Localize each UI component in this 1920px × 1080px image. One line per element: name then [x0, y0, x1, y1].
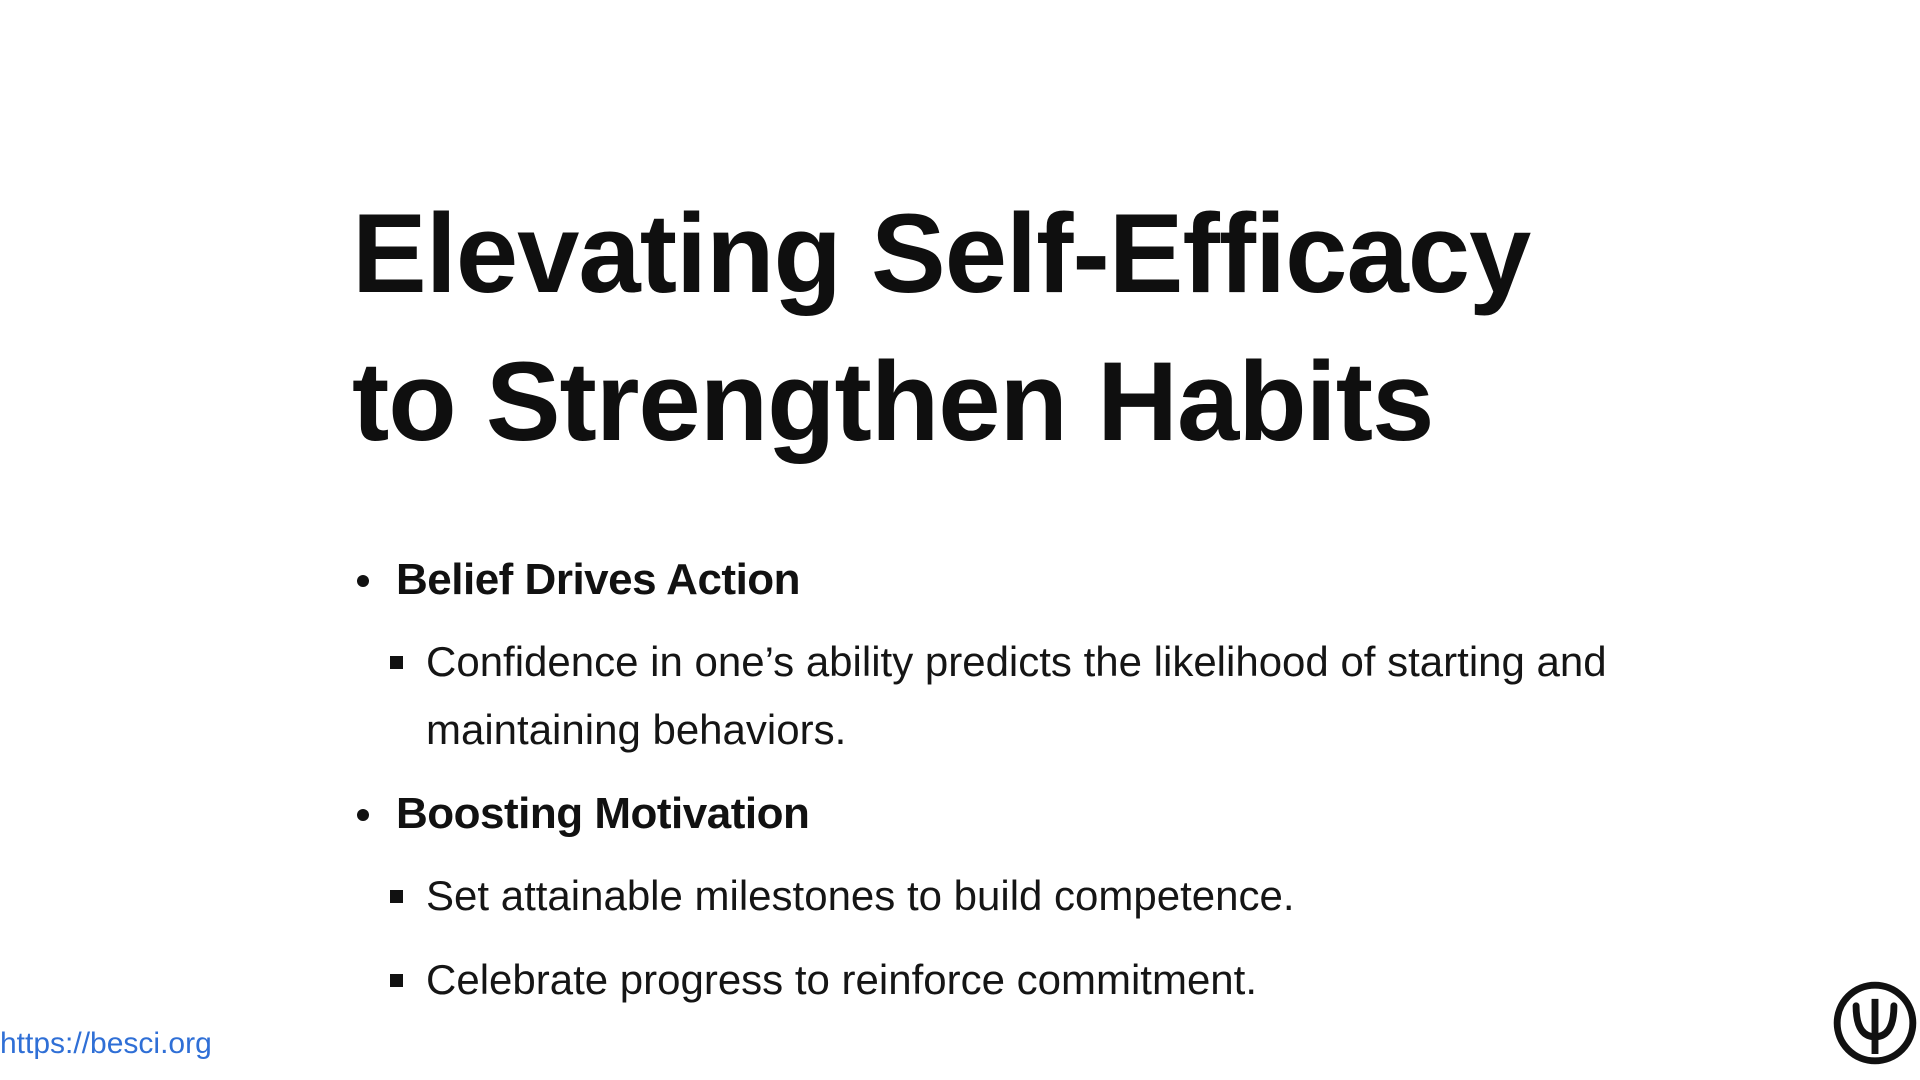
- bullet-heading: [352, 548, 1712, 612]
- sub-bullet: [352, 628, 1712, 764]
- psi-logo-icon: [1832, 980, 1918, 1066]
- slide-title: [352, 180, 1530, 476]
- title-line-1: Elevating Self-Efficacy: [352, 191, 1531, 316]
- sub-bullet-text: Celebrate progress to reinforce commitment.: [426, 956, 1257, 1003]
- bullet-square-icon: [390, 974, 403, 987]
- sub-bullet-text: Set attainable milestones to build competence.: [426, 872, 1295, 919]
- footer-link[interactable]: https://besci.org: [0, 1027, 212, 1060]
- title-line-2: to Strengthen Habits: [352, 339, 1434, 464]
- bullet-heading: [352, 782, 1712, 846]
- bullet-heading-text: Boosting Motivation: [396, 789, 810, 838]
- sub-bullet-list: [352, 628, 1712, 764]
- bullet-square-icon: [390, 656, 403, 669]
- bullet-list: [352, 548, 1712, 1014]
- sub-bullet: [352, 946, 1712, 1014]
- bullet-dot-icon: [357, 575, 369, 587]
- bullet-dot-icon: [357, 809, 369, 821]
- sub-bullet-list: [352, 862, 1712, 1014]
- bullet-group-motivation: [352, 782, 1712, 1014]
- bullet-group-belief: [352, 548, 1712, 764]
- sub-bullet: [352, 862, 1712, 930]
- bullet-heading-text: Belief Drives Action: [396, 555, 801, 604]
- sub-bullet-text: Confidence in one’s ability predicts the likelihood of starting and maintaining behaviors.: [426, 638, 1607, 753]
- bullet-square-icon: [390, 890, 403, 903]
